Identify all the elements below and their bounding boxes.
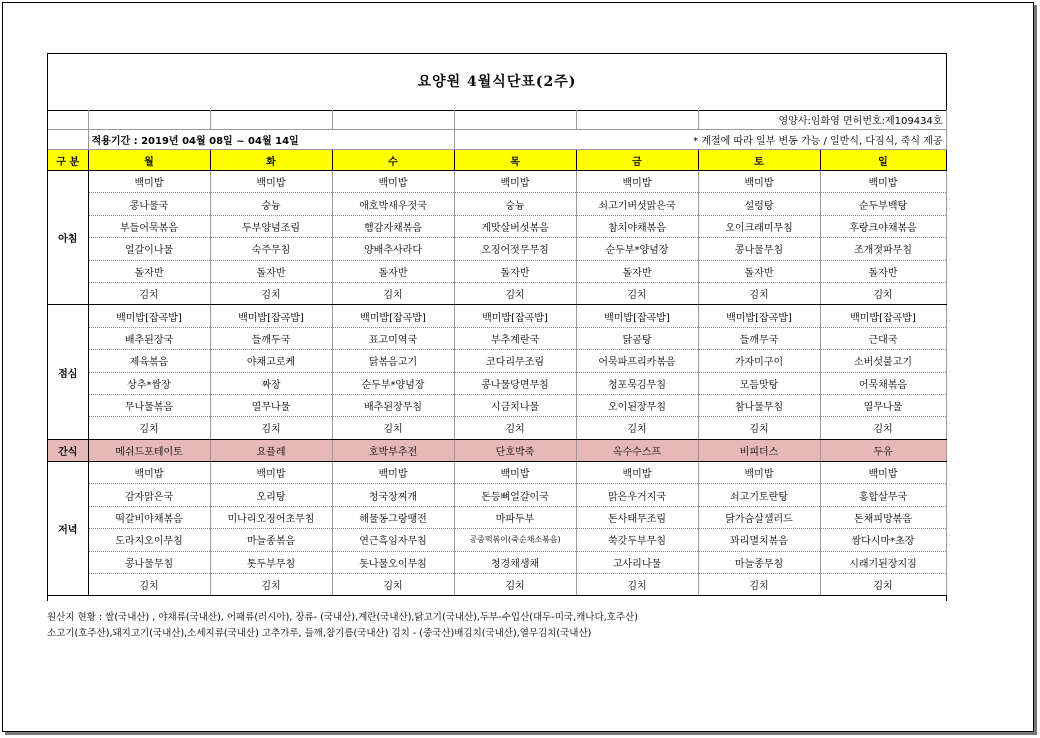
menu-table	[48, 150, 947, 596]
menu-item: 야채고로케	[210, 350, 332, 372]
menu-item: 표고미역국	[332, 327, 454, 349]
menu-item: 콩나물무침	[698, 238, 820, 260]
day-header: 월	[88, 150, 210, 171]
menu-item: 돈사태무조림	[576, 506, 698, 528]
menu-item: 가자미구이	[698, 350, 820, 372]
menu-item: 백미밥	[698, 171, 820, 193]
menu-item: 시금치나물	[454, 394, 576, 416]
menu-item: 돌자반	[698, 260, 820, 282]
menu-item: 비피더스	[698, 439, 820, 461]
menu-item: 소버섯불고기	[820, 350, 946, 372]
menu-item: 돌자반	[820, 260, 946, 282]
menu-row	[48, 171, 946, 193]
menu-item: 참나물무침	[698, 394, 820, 416]
menu-sheet	[47, 53, 947, 601]
menu-item: 돌자반	[210, 260, 332, 282]
menu-item: 돌자반	[576, 260, 698, 282]
menu-item: 김치	[210, 417, 332, 439]
menu-item: 김치	[576, 574, 698, 596]
meal-label: 저녁	[48, 462, 88, 596]
menu-item: 숭늉	[454, 193, 576, 215]
menu-item: 짜장	[210, 372, 332, 394]
day-header: 일	[820, 150, 946, 171]
menu-item: 백미밥	[820, 462, 946, 484]
menu-item: 공중떡볶이(죽순채소볶음)	[454, 529, 576, 551]
origin-note	[47, 610, 947, 642]
menu-row	[48, 529, 946, 551]
menu-item: 백미밥	[454, 171, 576, 193]
menu-item: 백미밥	[210, 462, 332, 484]
menu-item: 옥수수스프	[576, 439, 698, 461]
info-rows	[48, 110, 947, 150]
notice-info: * 계절에 따라 일부 변동 가능 / 일반식, 다짐식, 죽식 제공	[454, 130, 946, 150]
menu-item: 김치	[820, 282, 946, 304]
menu-item: 콩나물국	[88, 193, 210, 215]
menu-item: 돈등뼈얼갈이국	[454, 484, 576, 506]
blank-cell	[48, 110, 88, 130]
menu-item: 돌자반	[88, 260, 210, 282]
menu-item: 백미밥[잡곡밥]	[576, 305, 698, 327]
menu-row	[48, 238, 946, 260]
menu-item: 상추*쌈장	[88, 372, 210, 394]
menu-item: 톳두부무침	[210, 551, 332, 573]
menu-item: 김치	[698, 282, 820, 304]
menu-row	[48, 350, 946, 372]
menu-row	[48, 193, 946, 215]
menu-row	[48, 215, 946, 237]
menu-row	[48, 551, 946, 573]
menu-item: 순두부백탕	[820, 193, 946, 215]
menu-item: 청국장찌개	[332, 484, 454, 506]
origin-line-2: 소고기(호주산),돼지고기(국내산),소세지류(국내산) 고추가루, 들깨,참기름(국내산) 김치 - (중국산)배김치(국내산),열무김치(국내산)	[47, 628, 592, 639]
menu-item: 코다리무조림	[454, 350, 576, 372]
menu-item: 후랑크야채볶음	[820, 215, 946, 237]
day-header: 화	[210, 150, 332, 171]
menu-item: 백미밥[잡곡밥]	[88, 305, 210, 327]
menu-item: 김치	[88, 417, 210, 439]
day-header: 목	[454, 150, 576, 171]
menu-item: 김치	[332, 417, 454, 439]
menu-item: 김치	[454, 417, 576, 439]
page-title: 요양원 4월식단표(2주)	[48, 54, 946, 111]
menu-item: 백미밥[잡곡밥]	[454, 305, 576, 327]
menu-item: 백미밥[잡곡밥]	[210, 305, 332, 327]
menu-item: 부들어묵볶음	[88, 215, 210, 237]
menu-item: 열무나물	[210, 394, 332, 416]
menu-item: 쑥갓두부무침	[576, 529, 698, 551]
menu-item: 숙주무침	[210, 238, 332, 260]
menu-item: 백미밥	[454, 462, 576, 484]
menu-item: 돈채피망볶음	[820, 506, 946, 528]
menu-item: 어묵파프리카볶음	[576, 350, 698, 372]
meal-label: 간식	[48, 439, 88, 461]
menu-item: 김치	[210, 574, 332, 596]
blank-cell	[48, 130, 88, 150]
meal-label: 점심	[48, 305, 88, 439]
menu-item: 들깨두국	[210, 327, 332, 349]
menu-item: 김치	[454, 282, 576, 304]
menu-item: 백미밥	[576, 171, 698, 193]
menu-item: 김치	[332, 282, 454, 304]
menu-item: 도라지오이무침	[88, 529, 210, 551]
menu-item: 김치	[820, 574, 946, 596]
menu-item: 마파두부	[454, 506, 576, 528]
menu-item: 마늘종볶음	[210, 529, 332, 551]
menu-item: 김치	[88, 574, 210, 596]
menu-item: 백미밥	[88, 462, 210, 484]
menu-item: 배추된장무침	[332, 394, 454, 416]
blank-cell	[454, 110, 576, 130]
menu-row	[48, 462, 946, 484]
menu-item: 두부양념조림	[210, 215, 332, 237]
menu-item: 무나물볶음	[88, 394, 210, 416]
menu-item: 순두부*양념장	[332, 372, 454, 394]
menu-item: 열무나물	[820, 394, 946, 416]
origin-line-1: 원산지 현황 : 쌀(국내산) , 야채류(국내산), 어패류(러시아), 장류- (국내산),계란(국내산),닭고기(국내산),두부-수입산(대두-미국,캐나다,호주산)	[47, 612, 638, 623]
menu-item: 김치	[454, 574, 576, 596]
header-row	[48, 150, 946, 171]
menu-item: 백미밥	[698, 462, 820, 484]
menu-item: 설렁탕	[698, 193, 820, 215]
menu-item: 호박부추전	[332, 439, 454, 461]
menu-item: 마늘종무침	[698, 551, 820, 573]
menu-item: 오징어젓무무침	[454, 238, 576, 260]
menu-row	[48, 484, 946, 506]
menu-item: 돗나물오이무침	[332, 551, 454, 573]
menu-item: 백미밥	[332, 171, 454, 193]
menu-item: 콩나물당면무침	[454, 372, 576, 394]
menu-item: 김치	[332, 574, 454, 596]
menu-item: 청포묵김무침	[576, 372, 698, 394]
blank-cell	[210, 110, 332, 130]
menu-item: 게맛살버섯볶음	[454, 215, 576, 237]
menu-item: 제육볶음	[88, 350, 210, 372]
menu-item: 참치야채볶음	[576, 215, 698, 237]
menu-row	[48, 327, 946, 349]
menu-item: 김치	[576, 417, 698, 439]
day-header: 토	[698, 150, 820, 171]
menu-item: 김치	[698, 574, 820, 596]
menu-item: 오이된장무침	[576, 394, 698, 416]
dietitian-info: 영양사:임화영 면허번호:제109434호	[698, 110, 946, 130]
meal-label: 아침	[48, 171, 88, 305]
blank-cell	[88, 110, 210, 130]
menu-item: 해물동그랑땡전	[332, 506, 454, 528]
menu-item: 돌자반	[454, 260, 576, 282]
menu-row	[48, 305, 946, 327]
menu-item: 순두부*양념장	[576, 238, 698, 260]
day-header: 수	[332, 150, 454, 171]
menu-item: 모듬맛탕	[698, 372, 820, 394]
menu-item: 부추계란국	[454, 327, 576, 349]
menu-row	[48, 394, 946, 416]
menu-item: 백미밥	[576, 462, 698, 484]
menu-item: 양배추사라다	[332, 238, 454, 260]
blank-cell	[576, 110, 698, 130]
menu-item: 두유	[820, 439, 946, 461]
menu-item: 오리탕	[210, 484, 332, 506]
header-label: 구 분	[48, 150, 88, 171]
menu-item: 백미밥	[820, 171, 946, 193]
menu-item: 닭가슴살샐러드	[698, 506, 820, 528]
menu-item: 조개젓파무침	[820, 238, 946, 260]
menu-item: 돌자반	[332, 260, 454, 282]
menu-row	[48, 506, 946, 528]
menu-item: 메쉬드포테이토	[88, 439, 210, 461]
menu-item: 백미밥	[210, 171, 332, 193]
menu-item: 배추된장국	[88, 327, 210, 349]
menu-row	[48, 417, 946, 439]
menu-row	[48, 260, 946, 282]
menu-row	[48, 372, 946, 394]
menu-item: 쇠고기토란탕	[698, 484, 820, 506]
menu-item: 김치	[820, 417, 946, 439]
menu-item: 떡갈비야채볶음	[88, 506, 210, 528]
menu-item: 미나리오징어초무침	[210, 506, 332, 528]
menu-item: 들깨무국	[698, 327, 820, 349]
menu-item: 애호박새우젓국	[332, 193, 454, 215]
menu-item: 김치	[88, 282, 210, 304]
menu-item: 쇠고기버섯맑은국	[576, 193, 698, 215]
period-info: 적용기간 : 2019년 04월 08일 ~ 04월 14일	[88, 130, 454, 150]
menu-item: 닭볶음고기	[332, 350, 454, 372]
menu-item: 콩나물무침	[88, 551, 210, 573]
menu-item: 김치	[698, 417, 820, 439]
menu-item: 햄감자채볶음	[332, 215, 454, 237]
menu-item: 홍합살무국	[820, 484, 946, 506]
menu-item: 숭늉	[210, 193, 332, 215]
menu-row	[48, 574, 946, 596]
menu-item: 단호박죽	[454, 439, 576, 461]
menu-item: 백미밥	[88, 171, 210, 193]
menu-item: 얼갈이나물	[88, 238, 210, 260]
menu-item: 연근흑임자무침	[332, 529, 454, 551]
menu-item: 고사리나물	[576, 551, 698, 573]
day-header: 금	[576, 150, 698, 171]
menu-item: 어묵채볶음	[820, 372, 946, 394]
menu-item: 감자맑은국	[88, 484, 210, 506]
menu-row	[48, 282, 946, 304]
menu-item: 닭곰탕	[576, 327, 698, 349]
menu-item: 백미밥[잡곡밥]	[820, 305, 946, 327]
menu-item: 청경채생채	[454, 551, 576, 573]
menu-item: 근대국	[820, 327, 946, 349]
menu-item: 백미밥[잡곡밥]	[698, 305, 820, 327]
menu-item: 백미밥[잡곡밥]	[332, 305, 454, 327]
menu-item: 오이크래미무침	[698, 215, 820, 237]
menu-item: 쌈다시마*초장	[820, 529, 946, 551]
menu-item: 꽈리멸치볶음	[698, 529, 820, 551]
menu-item: 백미밥	[332, 462, 454, 484]
menu-item: 김치	[576, 282, 698, 304]
menu-item: 요플레	[210, 439, 332, 461]
menu-item: 김치	[210, 282, 332, 304]
menu-row	[48, 439, 946, 461]
menu-item: 시래기된장지짐	[820, 551, 946, 573]
blank-cell	[332, 110, 454, 130]
menu-item: 맑은우거지국	[576, 484, 698, 506]
